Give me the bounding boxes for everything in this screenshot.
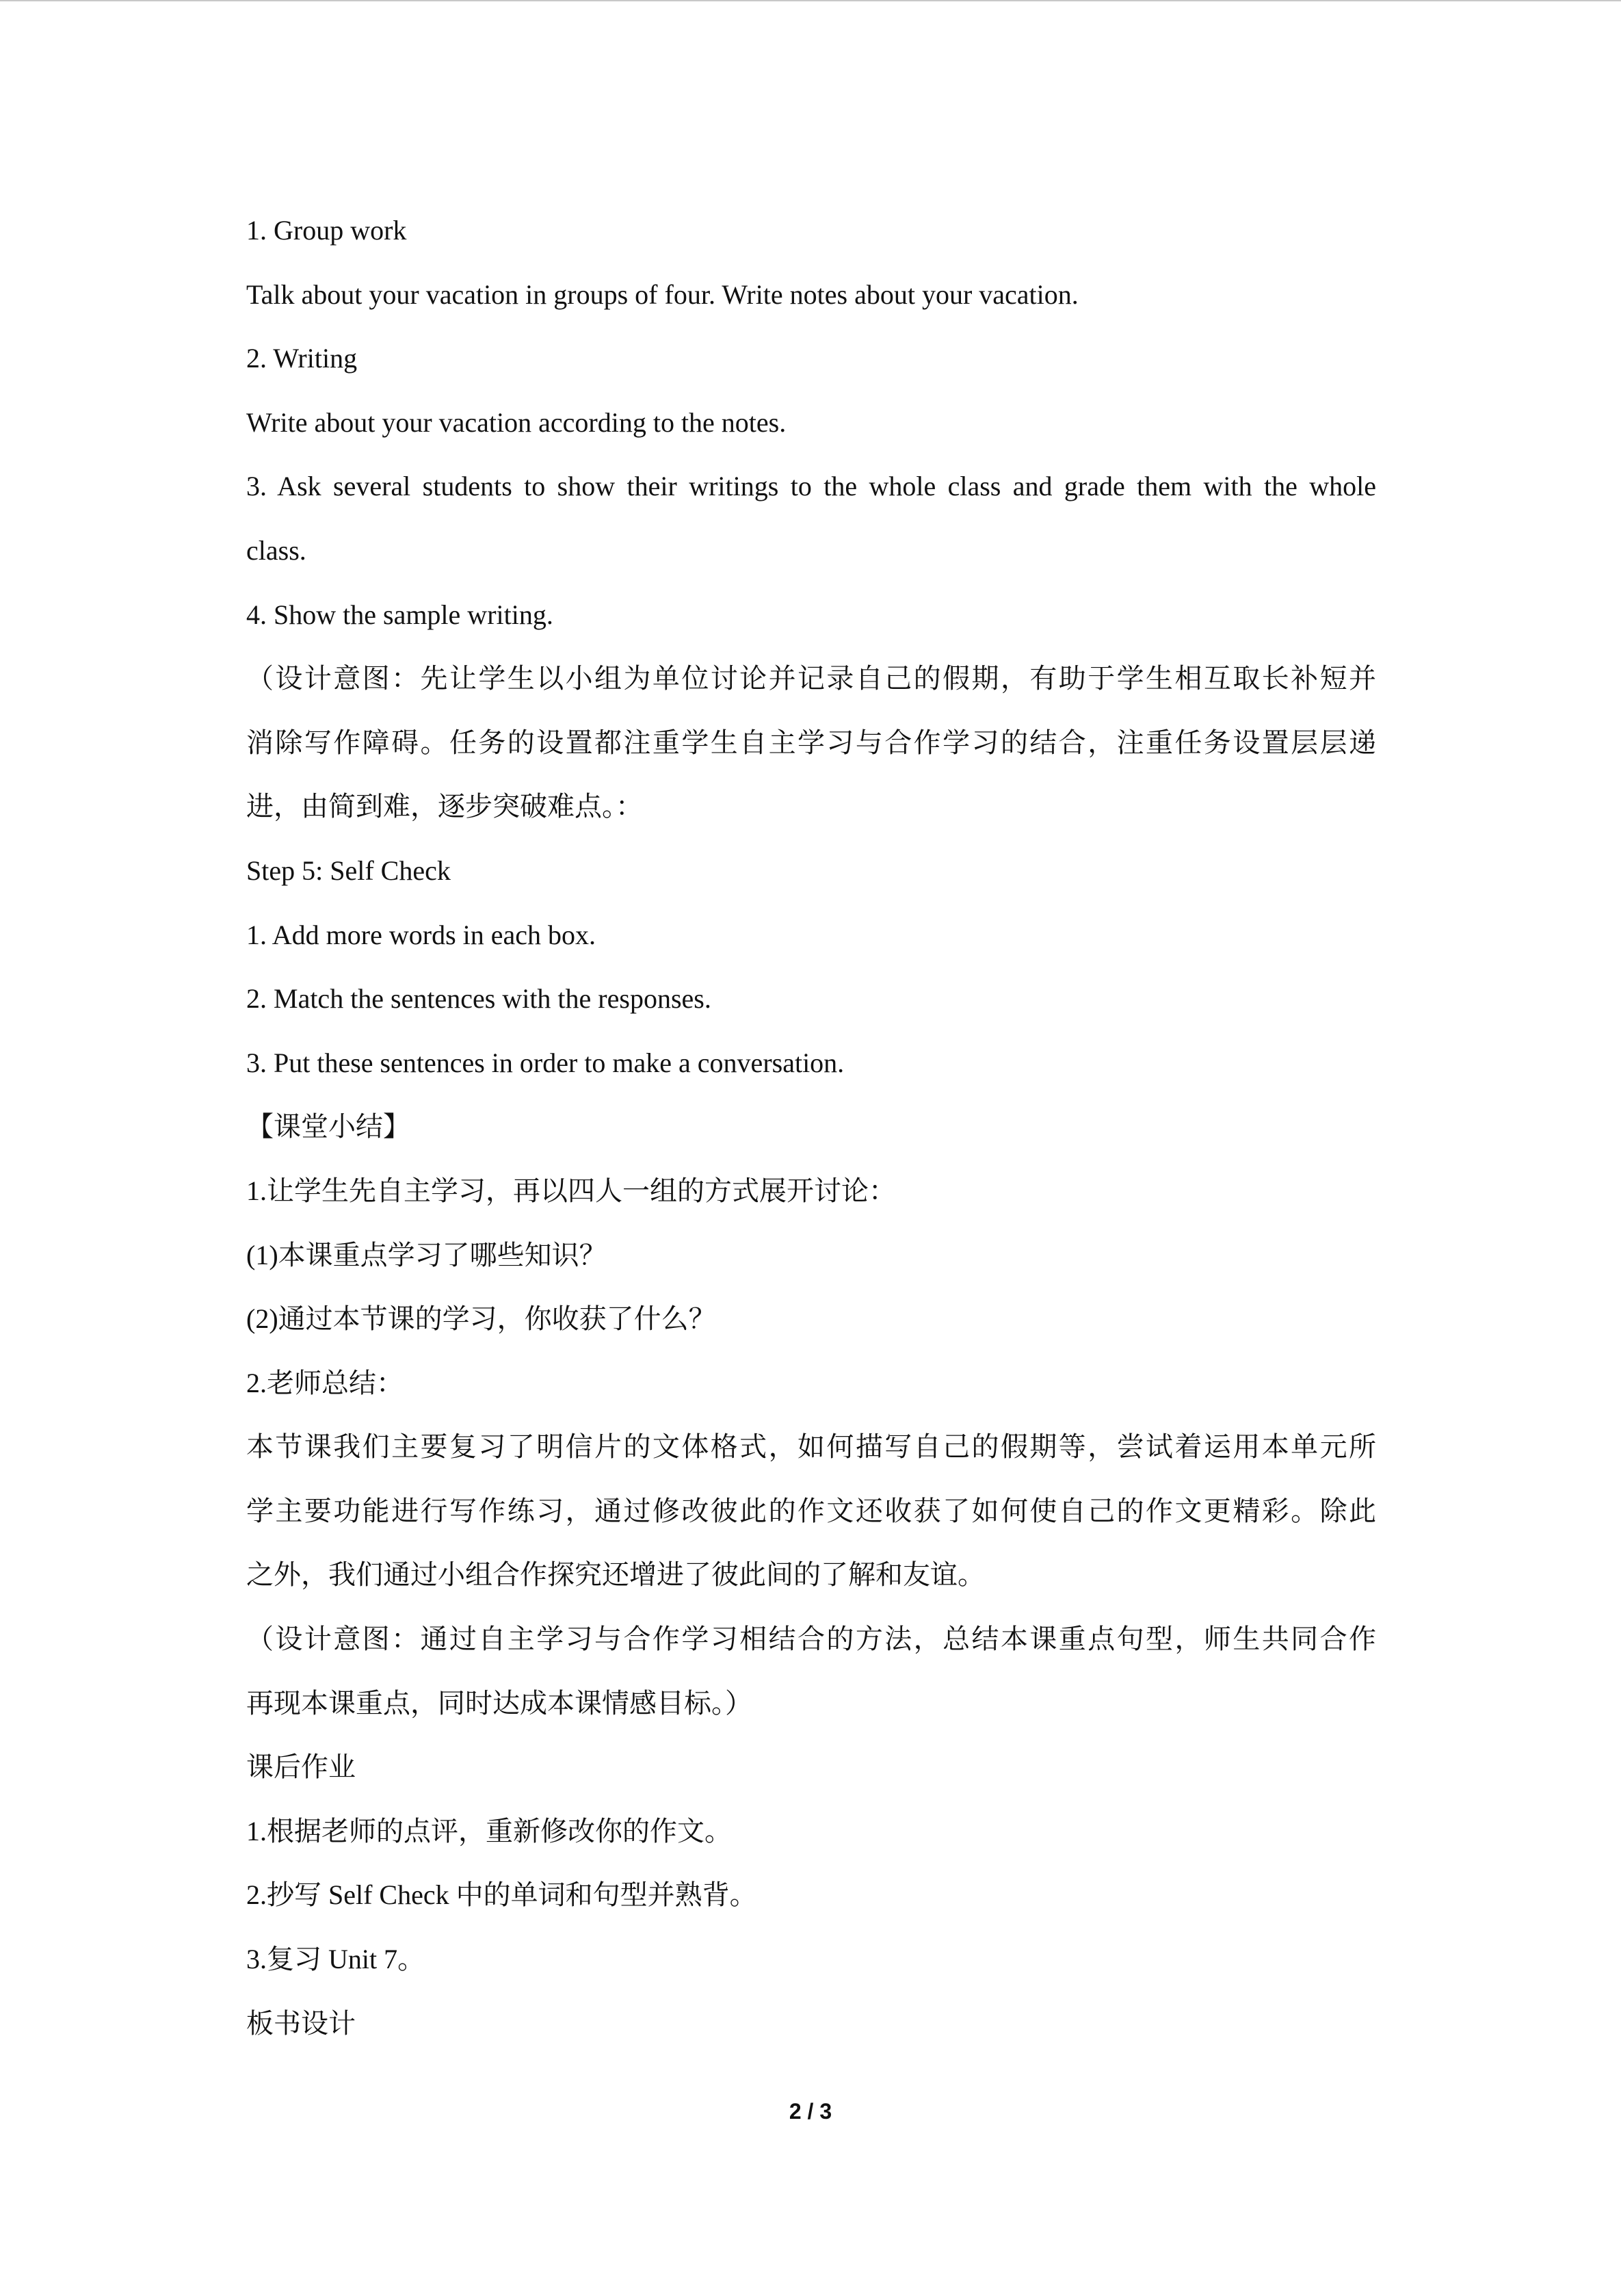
paragraph-line: 3. Ask several students to show their writings to the whole class and grade them with the whole bbox=[246, 471, 1376, 502]
top-border bbox=[0, 0, 1621, 1]
design-intent-line: （设计意图：先让学生以小组为单位讨论并记录自己的假期，有助于学生相互取长补短并 bbox=[246, 663, 1376, 694]
paragraph-line: class. bbox=[246, 534, 306, 566]
homework-item: 2.抄写 Self Check 中的单词和句型并熟背。 bbox=[246, 1879, 757, 1911]
summary-line: 本节课我们主要复习了明信片的文体格式，如何描写自己的假期等，尝试着运用本单元所 bbox=[246, 1431, 1376, 1463]
paragraph-line: 1. Add more words in each box. bbox=[246, 919, 596, 950]
page-number: 2 / 3 bbox=[789, 2099, 832, 2124]
group-work-heading: 1. Group work bbox=[246, 215, 407, 246]
design-intent-line: 消除写作障碍。任务的设置都注重学生自主学习与合作学习的结合，注重任务设置层层递 bbox=[246, 727, 1376, 758]
design-intent-line: 再现本课重点，同时达成本课情感目标。） bbox=[246, 1687, 752, 1719]
summary-line: 学主要功能进行写作练习，通过修改彼此的作文还收获了如何使自己的作文更精彩。除此 bbox=[246, 1495, 1376, 1526]
summary-line: 之外，我们通过小组合作探究还增进了彼此间的了解和友谊。 bbox=[246, 1559, 985, 1591]
paragraph-line: Talk about your vacation in groups of four. Write notes about your vacation. bbox=[246, 278, 1079, 310]
homework-item: 1.根据老师的点评，重新修改你的作文。 bbox=[246, 1815, 732, 1847]
writing-heading: 2. Writing bbox=[246, 343, 358, 374]
homework-item: 3.复习 Unit 7。 bbox=[246, 1944, 425, 1975]
paragraph-line: 2. Match the sentences with the responses. bbox=[246, 983, 711, 1015]
board-design-heading: 板书设计 bbox=[246, 2007, 356, 2039]
homework-heading: 课后作业 bbox=[246, 1751, 356, 1783]
design-intent-line: 进，由简到难，逐步突破难点。： bbox=[246, 791, 643, 822]
paragraph-line: Write about your vacation according to the notes. bbox=[246, 406, 787, 438]
document-body bbox=[246, 198, 1376, 2055]
paragraph-line: (2)通过本节课的学习，你收获了什么？ bbox=[246, 1303, 716, 1335]
class-summary-heading: 【课堂小结】 bbox=[246, 1111, 410, 1143]
paragraph-line: 1.让学生先自主学习，再以四人一组的方式展开讨论： bbox=[246, 1175, 896, 1206]
paragraph-line: 3. Put these sentences in order to make a conversation. bbox=[246, 1047, 845, 1078]
paragraph-line: 2.老师总结： bbox=[246, 1367, 404, 1398]
design-intent-line: （设计意图：通过自主学习与合作学习相结合的方法，总结本课重点句型，师生共同合作 bbox=[246, 1623, 1376, 1655]
step-5-heading: Step 5: Self Check bbox=[246, 855, 451, 886]
paragraph-line: 4. Show the sample writing. bbox=[246, 599, 553, 630]
paragraph-line: (1)本课重点学习了哪些知识？ bbox=[246, 1239, 607, 1270]
